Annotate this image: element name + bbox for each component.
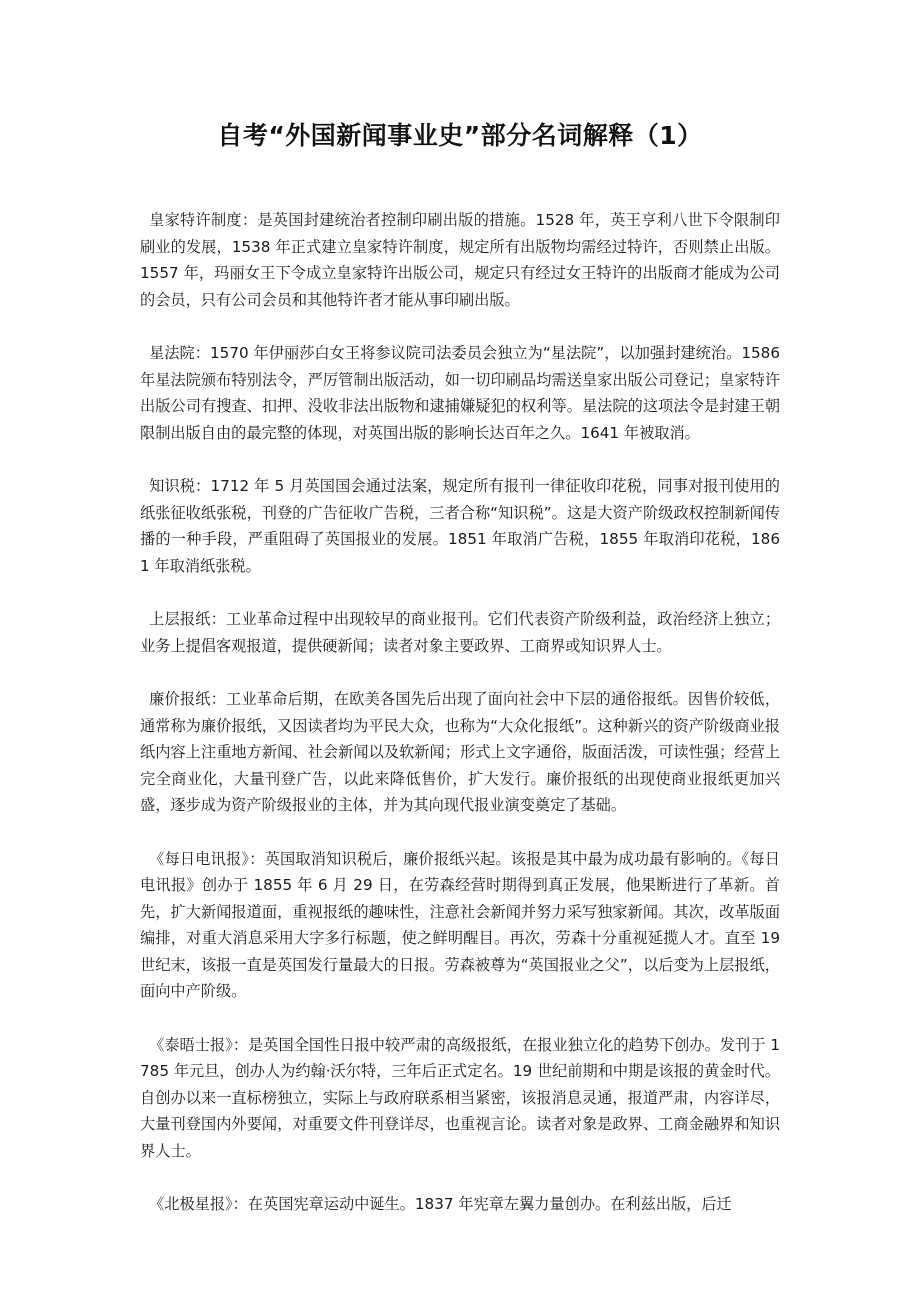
paragraph-penny-press: 廉价报纸：工业革命后期，在欧美各国先后出现了面向社会中下层的通俗报纸。因售价较低，通常称为廉价报纸，又因读者均为平民大众，也称为“大众化报纸”。这种新兴的资产阶级商业报纸内容上注重地方新闻、社会新闻以及软新闻；形式上文字通俗，版面活泼，可读性强；经营上完全商业化，大量刊登广告，以此来降低售价，扩大发行。廉价报纸的出现使商业报纸更加兴盛，逐步成为资产阶级报业的主体，并为其向现代报业演变奠定了基础。 (140, 690, 780, 814)
paragraph-star-chamber: 星法院：1570 年伊丽莎白女王将参议院司法委员会独立为“星法院”，以加强封建统治。1586 年星法院颁布特别法令，严厉管制出版活动，如一切印刷品均需送皇家出版公司登记；皇家特许出版公司有搜查、扣押、没收非法出版物和逮捕嫌疑犯的权利等。星法院的这项法令是封建王朝限制出版自由的最完整的体现，对英国出版的影响长达百年之久。1641 年被取消。 (140, 344, 780, 442)
paragraph-upper-class-papers: 上层报纸：工业革命过程中出现较早的商业报刊。它们代表资产阶级利益，政治经济上独立；业务上提倡客观报道，提供硬新闻；读者对象主要政界、工商界或知识界人士。 (140, 610, 780, 655)
paragraph-knowledge-tax: 知识税：1712 年 5 月英国国会通过法案，规定所有报刊一律征收印花税，同事对报刊使用的纸张征收纸张税，刊登的广告征收广告税，三者合称“知识税”。这是大资产阶级政权控制新闻传播的一种手段，严重阻碍了英国报业的发展。1851 年取消广告税，1855 年取消印花税，1861 年取消纸张税。 (140, 477, 780, 575)
document-title: 自考“外国新闻事业史”部分名词解释（1） (217, 121, 703, 150)
paragraph-the-times: 《泰晤士报》：是英国全国性日报中较严肃的高级报纸，在报业独立化的趋势下创办。发刊于 1785 年元旦，创办人为约翰·沃尔特，三年后正式定名。19 世纪前期和中期是该报的黄金时代。自创办以来一直标榜独立，实际上与政府联系相当紧密，该报消息灵通，报道严肃，内容详尽，大量刊登国内外要闻，对重要文件刊登详尽，也重视言论。读者对象是政界、工商金融界和知识界人士。 (140, 1035, 780, 1160)
paragraph-northern-star: 《北极星报》：在英国宪章运动中诞生。1837 年宪章左翼力量创办。在利兹出版，后迁 (149, 1195, 732, 1213)
document-body (140, 207, 780, 1245)
paragraph-daily-telegraph: 《每日电讯报》：英国取消知识税后，廉价报纸兴起。该报是其中最为成功最有影响的。《每日电讯报》创办于 1855 年 6 月 29 日，在劳森经营时期得到真正发展，他果断进行了革新。首先，扩大新闻报道面，重视报纸的趣味性，注意社会新闻并努力采写独家新闻。其次，改革版面编排，对重大消息采用大字多行标题，使之鲜明醒目。再次，劳森十分重视延揽人才。直至 19 世纪末，该报一直是英国发行量最大的日报。劳森被尊为“英国报业之父”，以后变为上层报纸，面向中产阶级。 (140, 849, 780, 1000)
paragraph-royal-license: 皇家特许制度：是英国封建统治者控制印刷出版的措施。1528 年，英王亨利八世下令限制印刷业的发展，1538 年正式建立皇家特许制度，规定所有出版物均需经过特许，否则禁止出版。1557 年，玛丽女王下令成立皇家特许出版公司，规定只有经过女王特许的出版商才能成为公司的会员，只有公司会员和其他特许者才能从事印刷出版。 (140, 211, 780, 309)
